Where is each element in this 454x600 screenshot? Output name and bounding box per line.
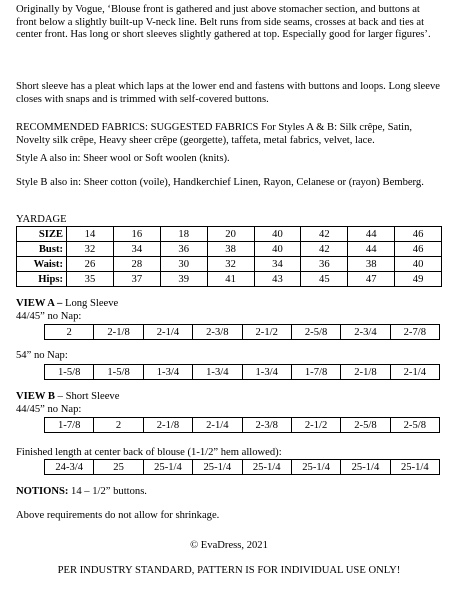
intro-paragraph: Originally by Vogue, ‘Blouse front is gathered and just above stomacher section, and buttons at front below a slightly built-up V-neck line. Belt runs from side seams, crosses at back and ties at center front. Has long or short sleeves slightly gathered at top. Especially good for larger figures’. <box>16 4 431 41</box>
view-b-nap44-label: 44/45” no Nap: <box>16 404 82 415</box>
cell: 2-5/8 <box>291 325 340 340</box>
notions-line <box>16 486 147 497</box>
usage-notice: PER INDUSTRY STANDARD, PATTERN IS FOR INDIVIDUAL USE ONLY! <box>57 565 401 576</box>
view-a-subtitle: Long Sleeve <box>62 298 119 309</box>
sleeve-paragraph: Short sleeve has a pleat which laps at the lower end and fastens with buttons and loops. Long sleeve closes with snaps and is trimmed with self-covered buttons. <box>16 81 440 105</box>
view-a-heading <box>16 298 118 309</box>
cell: 39 <box>160 272 207 287</box>
cell: 2 <box>45 325 94 340</box>
cell: 2-1/2 <box>242 325 291 340</box>
cell: 1-3/4 <box>193 365 242 380</box>
fabrics-paragraph: RECOMMENDED FABRICS: SUGGESTED FABRICS For Styles A & B: Silk crêpe, Satin, Novelty silk crêpe, Heavy sheer crêpe (georgette), taffeta, metal fabrics, velvet, lace. <box>16 122 413 146</box>
view-a-nap44-label: 44/45” no Nap: <box>16 311 82 322</box>
table-row <box>45 418 440 433</box>
copyright-line: © EvaDress, 2021 <box>190 540 268 551</box>
cell: 43 <box>254 272 301 287</box>
cell: 1-3/4 <box>143 365 192 380</box>
shrinkage-note: Above requirements do not allow for shrinkage. <box>16 510 220 521</box>
view-b-title: VIEW B <box>16 391 55 402</box>
cell: 44 <box>348 242 395 257</box>
table-row <box>45 365 440 380</box>
cell: 1-7/8 <box>45 418 94 433</box>
cell: 26 <box>67 257 114 272</box>
notions-label: NOTIONS: <box>16 486 69 497</box>
cell: 28 <box>113 257 160 272</box>
cell: 25-1/4 <box>291 460 340 475</box>
cell: 24-3/4 <box>45 460 94 475</box>
cell: 1-7/8 <box>291 365 340 380</box>
cell: 20 <box>207 227 254 242</box>
cell: 2-1/8 <box>341 365 390 380</box>
cell: 25-1/4 <box>143 460 192 475</box>
table-row <box>17 227 442 242</box>
cell: 38 <box>348 257 395 272</box>
cell: 2-1/8 <box>143 418 192 433</box>
cell: 25-1/4 <box>242 460 291 475</box>
cell: 25-1/4 <box>193 460 242 475</box>
style-a-paragraph: Style A also in: Sheer wool or Soft woolen (knits). <box>16 153 230 164</box>
view-b-heading <box>16 391 119 402</box>
cell: 18 <box>160 227 207 242</box>
cell: 14 <box>67 227 114 242</box>
cell: 46 <box>395 227 442 242</box>
size-table <box>16 226 442 287</box>
finished-length-label: Finished length at center back of blouse (1-1/2” hem allowed): <box>16 447 282 458</box>
cell: 41 <box>207 272 254 287</box>
cell: 32 <box>207 257 254 272</box>
row-header: Waist: <box>17 257 67 272</box>
cell: 44 <box>348 227 395 242</box>
cell: 49 <box>395 272 442 287</box>
cell: 2 <box>94 418 143 433</box>
cell: 2-5/8 <box>341 418 390 433</box>
table-row <box>17 272 442 287</box>
cell: 25-1/4 <box>341 460 390 475</box>
row-header: Hips: <box>17 272 67 287</box>
cell: 40 <box>254 227 301 242</box>
cell: 34 <box>113 242 160 257</box>
cell: 40 <box>254 242 301 257</box>
cell: 1-3/4 <box>242 365 291 380</box>
cell: 1-5/8 <box>94 365 143 380</box>
view-a-nap54-table <box>44 364 440 380</box>
view-a-nap54-label: 54” no Nap: <box>16 350 68 361</box>
cell: 2-1/2 <box>291 418 340 433</box>
cell: 2-1/4 <box>390 365 439 380</box>
cell: 42 <box>301 242 348 257</box>
cell: 2-1/4 <box>193 418 242 433</box>
notions-text: 14 – 1/2” buttons. <box>68 486 147 497</box>
table-row <box>17 257 442 272</box>
view-b-nap44-table <box>44 417 440 433</box>
cell: 2-7/8 <box>390 325 439 340</box>
cell: 37 <box>113 272 160 287</box>
cell: 36 <box>301 257 348 272</box>
cell: 30 <box>160 257 207 272</box>
cell: 25-1/4 <box>390 460 439 475</box>
table-row <box>45 325 440 340</box>
style-b-paragraph: Style B also in: Sheer cotton (voile), Handkerchief Linen, Rayon, Celanese or (rayon) Bemberg. <box>16 177 424 188</box>
cell: 45 <box>301 272 348 287</box>
finished-length-table <box>44 459 440 475</box>
cell: 16 <box>113 227 160 242</box>
cell: 2-5/8 <box>390 418 439 433</box>
table-row <box>17 242 442 257</box>
cell: 47 <box>348 272 395 287</box>
cell: 32 <box>67 242 114 257</box>
cell: 2-3/8 <box>242 418 291 433</box>
cell: 42 <box>301 227 348 242</box>
cell: 2-1/8 <box>94 325 143 340</box>
cell: 35 <box>67 272 114 287</box>
cell: 1-5/8 <box>45 365 94 380</box>
cell: 2-3/8 <box>193 325 242 340</box>
view-a-nap44-table <box>44 324 440 340</box>
cell: 40 <box>395 257 442 272</box>
view-a-title: VIEW A – <box>16 298 63 309</box>
cell: 2-1/4 <box>143 325 192 340</box>
row-header: SIZE <box>17 227 67 242</box>
view-b-subtitle: – Short Sleeve <box>54 391 120 402</box>
yardage-label: YARDAGE <box>16 214 67 225</box>
row-header: Bust: <box>17 242 67 257</box>
cell: 38 <box>207 242 254 257</box>
cell: 36 <box>160 242 207 257</box>
cell: 2-3/4 <box>341 325 390 340</box>
table-row <box>45 460 440 475</box>
cell: 34 <box>254 257 301 272</box>
cell: 25 <box>94 460 143 475</box>
cell: 46 <box>395 242 442 257</box>
